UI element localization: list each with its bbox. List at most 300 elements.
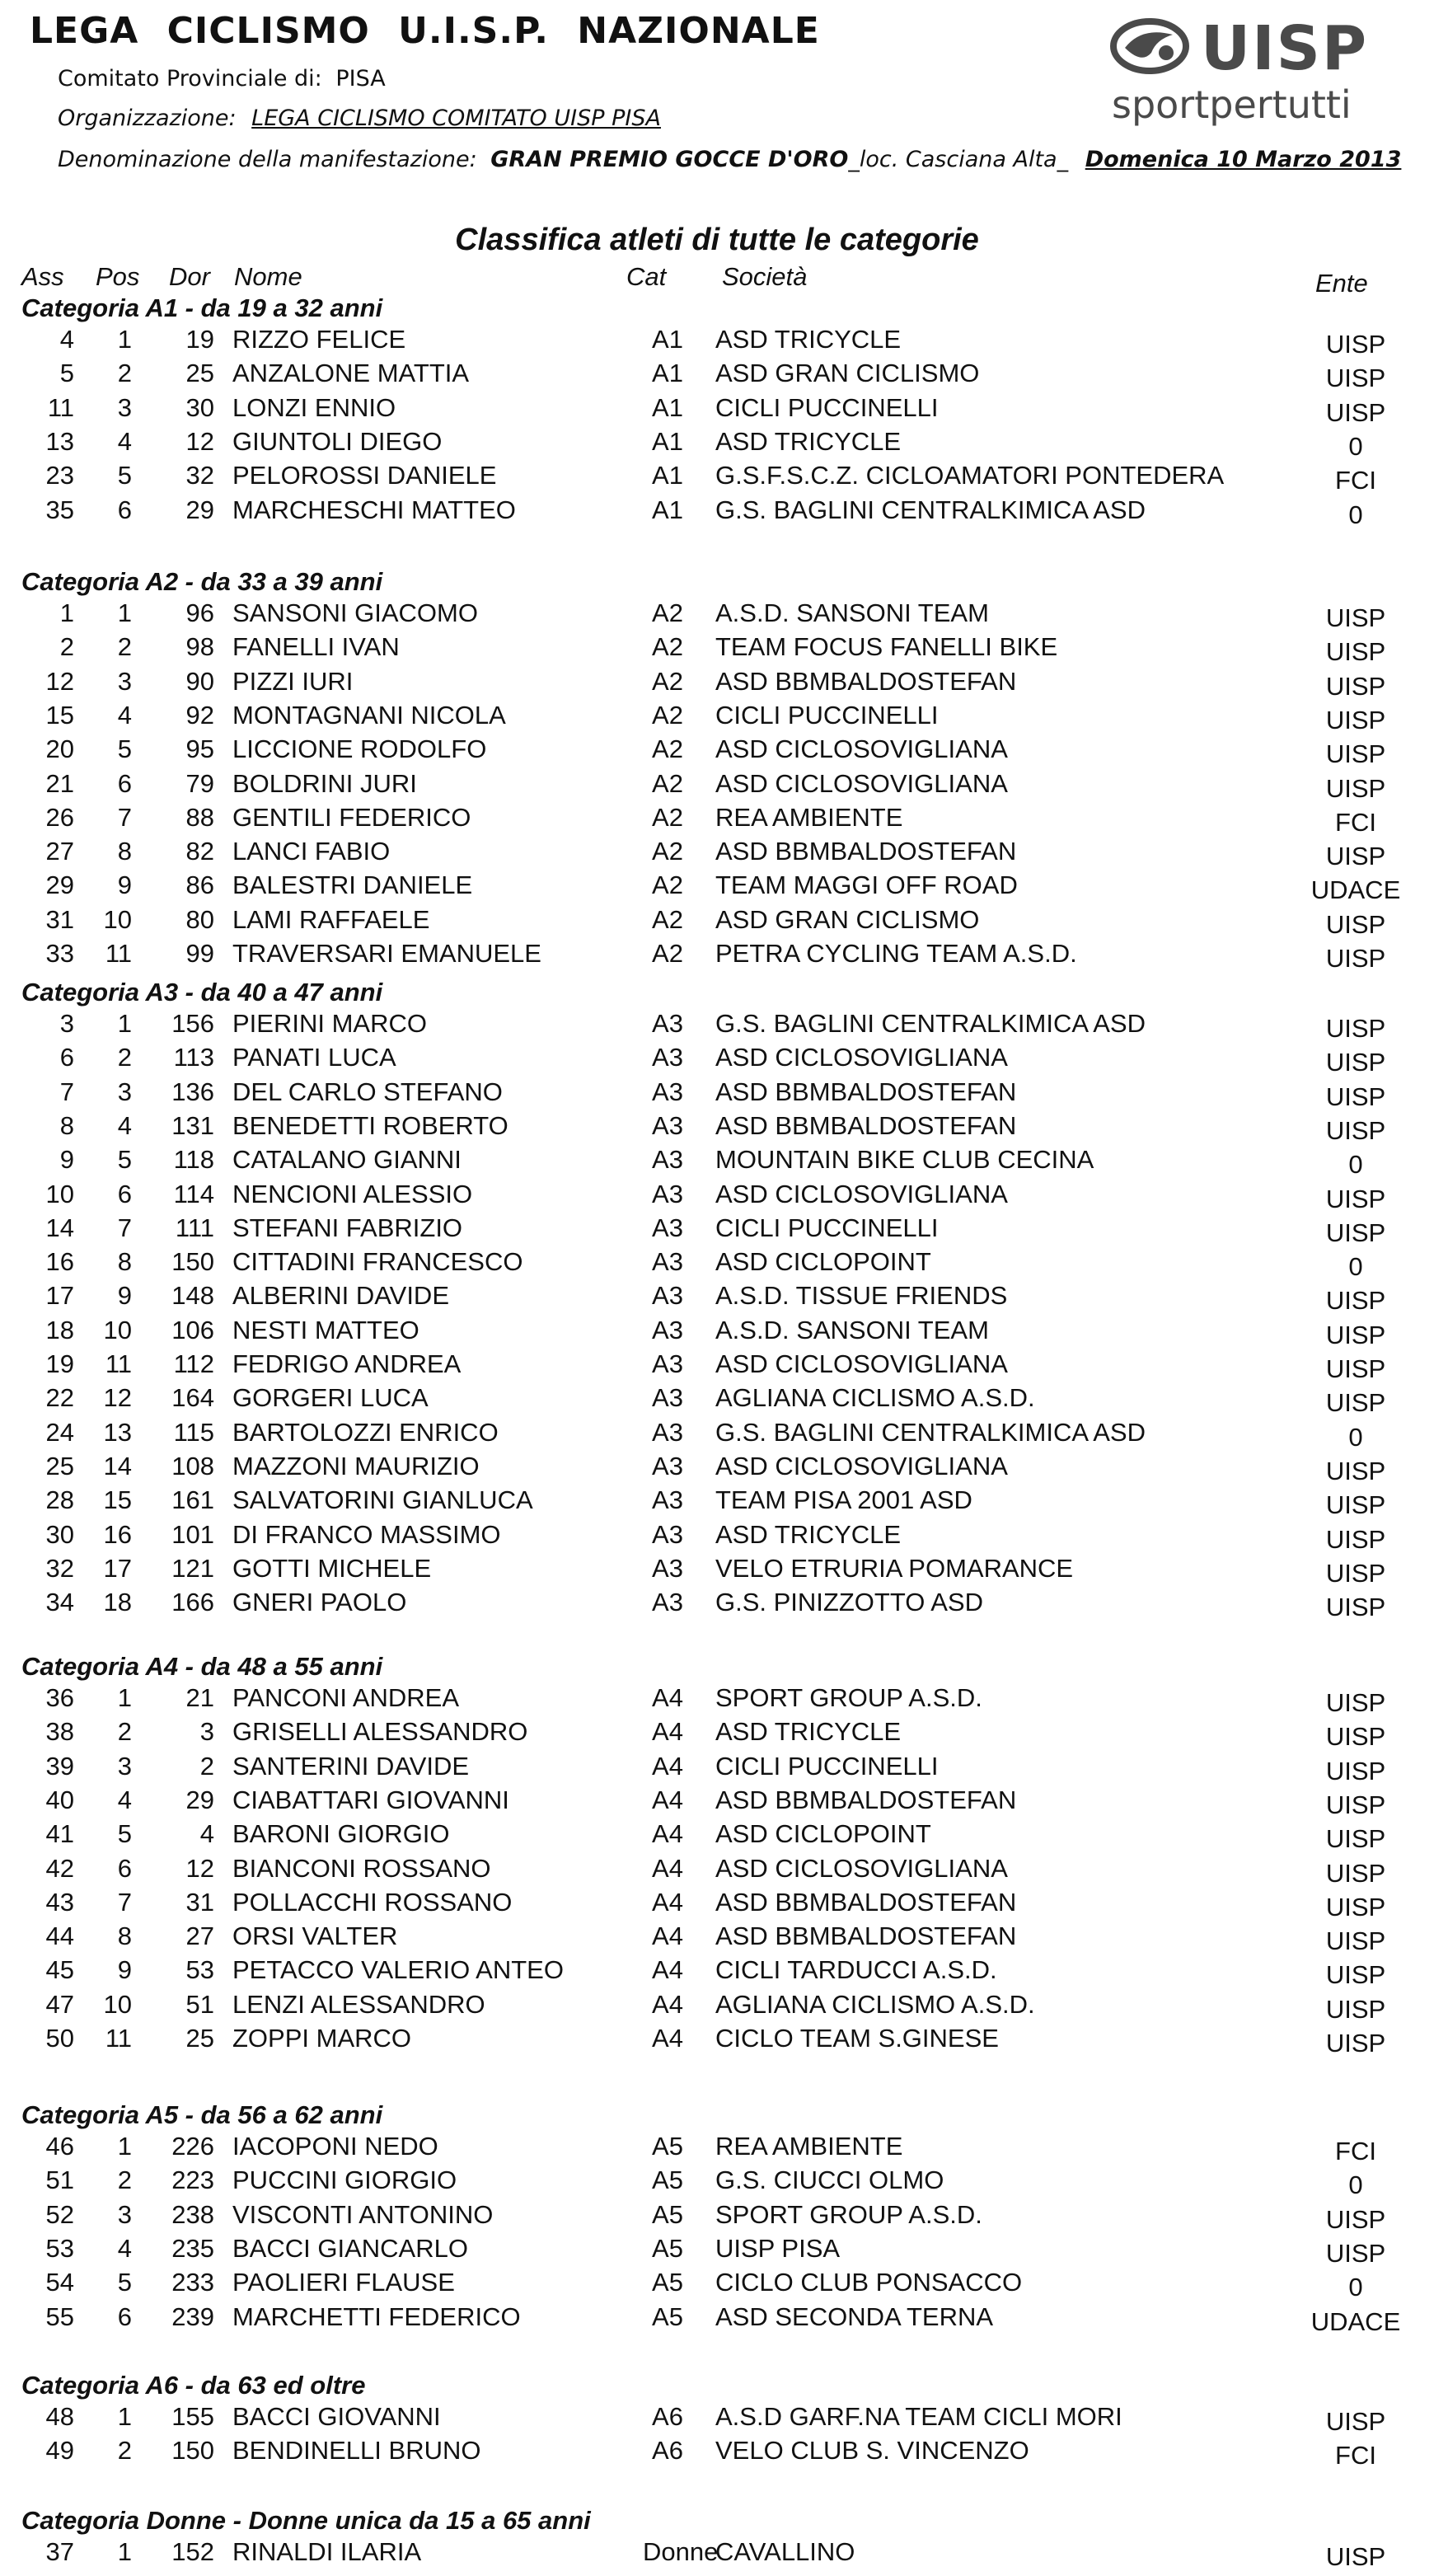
- table-row: [0, 1955, 1434, 1988]
- dor-cell: 92: [185, 700, 214, 730]
- table-row: [0, 1683, 1434, 1716]
- pos-cell: 14: [103, 1451, 132, 1480]
- col-cat: Cat: [626, 262, 667, 291]
- nome-cell: ALBERINI DAVIDE: [232, 1281, 450, 1311]
- ente-cell: UISP: [1325, 1456, 1386, 1485]
- ente-cell: UISP: [1325, 1320, 1386, 1349]
- dor-cell: 239: [171, 2302, 214, 2331]
- pos-cell: 3: [117, 666, 132, 696]
- pos-cell: 6: [117, 1853, 132, 1883]
- nome-cell: RINALDI ILARIA: [232, 2537, 422, 2566]
- ass-cell: 27: [45, 837, 74, 866]
- manifestazione-name: GRAN PREMIO GOCCE D'ORO: [490, 147, 849, 172]
- nome-cell: GORGERI LUCA: [232, 1383, 429, 1413]
- ente-cell: UISP: [1325, 1184, 1386, 1213]
- ass-cell: 13: [45, 426, 74, 456]
- pos-cell: 2: [117, 2165, 132, 2195]
- table-row: [0, 1888, 1434, 1921]
- ass-cell: 22: [45, 1383, 74, 1413]
- pos-cell: 5: [117, 461, 132, 490]
- pos-cell: 7: [117, 802, 132, 832]
- nome-cell: SANSONI GIACOMO: [232, 598, 478, 627]
- table-row: [0, 1281, 1434, 1314]
- table-row: [0, 1554, 1434, 1587]
- nome-cell: PIERINI MARCO: [232, 1009, 427, 1038]
- cat-cell: A3: [652, 1213, 683, 1242]
- nome-cell: PUCCINI GIORGIO: [232, 2165, 457, 2195]
- societa-cell: ASD BBMBALDOSTEFAN: [715, 837, 1017, 866]
- societa-cell: MOUNTAIN BIKE CLUB CECINA: [715, 1145, 1094, 1175]
- pos-cell: 12: [103, 1383, 132, 1413]
- nome-cell: MAZZONI MAURIZIO: [232, 1451, 480, 1480]
- ass-cell: 53: [45, 2233, 74, 2263]
- ente-cell: UISP: [1325, 1688, 1386, 1717]
- cat-cell: A3: [652, 1179, 683, 1208]
- dor-cell: 150: [171, 2436, 214, 2466]
- category-heading: Categoria A3 - da 40 a 47 anni: [21, 978, 383, 1006]
- cat-cell: A5: [652, 2132, 683, 2161]
- societa-cell: ASD GRAN CICLISMO: [715, 904, 980, 934]
- dor-cell: 99: [185, 939, 214, 968]
- dor-cell: 108: [171, 1451, 214, 1480]
- table-row: [0, 393, 1434, 426]
- cat-cell: A4: [652, 1751, 683, 1781]
- ente-cell: FCI: [1335, 807, 1376, 837]
- ass-cell: 44: [45, 1921, 74, 1951]
- dor-cell: 25: [185, 2024, 214, 2053]
- ass-cell: 49: [45, 2436, 74, 2466]
- dor-cell: 238: [171, 2199, 214, 2229]
- societa-cell: UISP PISA: [715, 2233, 841, 2263]
- cat-cell: A1: [652, 426, 683, 456]
- nome-cell: MARCHETTI FEDERICO: [232, 2302, 521, 2331]
- societa-cell: ASD BBMBALDOSTEFAN: [715, 1921, 1017, 1951]
- nome-cell: GENTILI FEDERICO: [232, 802, 471, 832]
- ente-cell: UISP: [1325, 1960, 1386, 1990]
- table-row: [0, 1785, 1434, 1818]
- cat-cell: A5: [652, 2165, 683, 2195]
- ass-cell: 21: [45, 768, 74, 798]
- nome-cell: MONTAGNANI NICOLA: [232, 700, 506, 730]
- ente-cell: UISP: [1325, 1756, 1386, 1785]
- ente-cell: UISP: [1325, 1115, 1386, 1145]
- pos-cell: 10: [103, 1989, 132, 2019]
- ente-cell: UDACE: [1310, 2306, 1401, 2336]
- ass-cell: 7: [59, 1077, 74, 1106]
- dor-cell: 90: [185, 666, 214, 696]
- pos-cell: 7: [117, 1887, 132, 1917]
- societa-cell: CICLO CLUB PONSACCO: [715, 2268, 1023, 2297]
- nome-cell: LANCI FABIO: [232, 837, 391, 866]
- nome-cell: BOLDRINI JURI: [232, 768, 417, 798]
- ass-cell: 17: [45, 1281, 74, 1311]
- table-row: [0, 2234, 1434, 2267]
- dor-cell: 29: [185, 1785, 214, 1814]
- nome-cell: BACCI GIOVANNI: [232, 2402, 441, 2431]
- nome-cell: GNERI PAOLO: [232, 1588, 407, 1617]
- societa-cell: VELO ETRURIA POMARANCE: [715, 1553, 1074, 1583]
- table-row: [0, 1921, 1434, 1954]
- table-row: [0, 495, 1434, 528]
- dor-cell: 88: [185, 802, 214, 832]
- table-row: [0, 1819, 1434, 1852]
- nome-cell: CIABATTARI GIOVANNI: [232, 1785, 509, 1814]
- ente-cell: UISP: [1325, 2204, 1386, 2234]
- societa-cell: ASD CICLOSOVIGLIANA: [715, 1451, 1008, 1480]
- ass-cell: 41: [45, 1819, 74, 1849]
- nome-cell: PELOROSSI DANIELE: [232, 461, 497, 490]
- cat-cell: A2: [652, 768, 683, 798]
- table-row: [0, 769, 1434, 802]
- societa-cell: A.S.D. TISSUE FRIENDS: [715, 1281, 1008, 1311]
- ente-cell: UISP: [1325, 739, 1386, 769]
- cat-cell: A3: [652, 1145, 683, 1175]
- nome-cell: TRAVERSARI EMANUELE: [232, 939, 541, 968]
- societa-cell: ASD CICLOSOVIGLIANA: [715, 734, 1008, 764]
- cat-cell: A4: [652, 1989, 683, 2019]
- cat-cell: A1: [652, 495, 683, 524]
- table-row: [0, 1043, 1434, 1076]
- cat-cell: A1: [652, 392, 683, 422]
- nome-cell: ORSI VALTER: [232, 1921, 398, 1951]
- cat-cell: A5: [652, 2268, 683, 2297]
- category-heading: Categoria A4 - da 48 a 55 anni: [21, 1652, 383, 1681]
- col-societa: Società: [722, 262, 808, 291]
- nome-cell: NESTI MATTEO: [232, 1315, 419, 1344]
- pos-cell: 5: [117, 2268, 132, 2297]
- cat-cell: A2: [652, 939, 683, 968]
- cat-cell: A2: [652, 837, 683, 866]
- ente-cell: UISP: [1325, 2407, 1386, 2436]
- ass-cell: 28: [45, 1485, 74, 1515]
- uisp-logo-icon: [1108, 15, 1196, 77]
- ente-cell: UISP: [1325, 364, 1386, 393]
- ass-cell: 32: [45, 1553, 74, 1583]
- nome-cell: LICCIONE RODOLFO: [232, 734, 487, 764]
- cat-cell: A4: [652, 1683, 683, 1712]
- table-row: [0, 734, 1434, 767]
- dor-cell: 2: [199, 1751, 214, 1781]
- cat-cell: A2: [652, 870, 683, 900]
- societa-cell: A.S.D GARF.NA TEAM CICLI MORI: [715, 2402, 1122, 2431]
- cat-cell: A2: [652, 700, 683, 730]
- nome-cell: GOTTI MICHELE: [232, 1553, 432, 1583]
- societa-cell: ASD GRAN CICLISMO: [715, 359, 980, 388]
- nome-cell: STEFANI FABRIZIO: [232, 1213, 463, 1242]
- nome-cell: PAOLIERI FLAUSE: [232, 2268, 455, 2297]
- nome-cell: ANZALONE MATTIA: [232, 359, 470, 388]
- pos-cell: 4: [117, 1110, 132, 1140]
- dor-cell: 226: [171, 2132, 214, 2161]
- ass-cell: 45: [45, 1955, 74, 1985]
- societa-cell: CICLO TEAM S.GINESE: [715, 2024, 999, 2053]
- ente-cell: UISP: [1325, 1994, 1386, 2024]
- societa-cell: ASD CICLOPOINT: [715, 1819, 931, 1849]
- pos-cell: 6: [117, 768, 132, 798]
- pos-cell: 3: [117, 1077, 132, 1106]
- nome-cell: CATALANO GIANNI: [232, 1145, 462, 1175]
- pos-cell: 8: [117, 1921, 132, 1951]
- ass-cell: 18: [45, 1315, 74, 1344]
- ente-cell: UISP: [1325, 1926, 1386, 1956]
- table-row: [0, 939, 1434, 972]
- dor-cell: 235: [171, 2233, 214, 2263]
- cat-cell: A1: [652, 461, 683, 490]
- cat-cell: A3: [652, 1588, 683, 1617]
- ass-cell: 11: [47, 392, 74, 422]
- ente-cell: UISP: [1325, 1558, 1386, 1588]
- table-row: [0, 1349, 1434, 1382]
- societa-cell: G.S. BAGLINI CENTRALKIMICA ASD: [715, 495, 1146, 524]
- societa-cell: TEAM MAGGI OFF ROAD: [715, 870, 1018, 900]
- cat-cell: A1: [652, 325, 683, 354]
- ass-cell: 39: [45, 1751, 74, 1781]
- pos-cell: 9: [117, 1955, 132, 1985]
- nome-cell: PIZZI IURI: [232, 666, 354, 696]
- ente-cell: UISP: [1325, 2238, 1386, 2268]
- table-row: [0, 905, 1434, 938]
- ente-cell: UISP: [1325, 705, 1386, 734]
- table-row: [0, 870, 1434, 903]
- dor-cell: 112: [173, 1349, 214, 1378]
- cat-cell: A5: [652, 2302, 683, 2331]
- col-nome: Nome: [234, 262, 302, 291]
- dor-cell: 118: [173, 1145, 214, 1175]
- societa-cell: ASD BBMBALDOSTEFAN: [715, 1887, 1017, 1917]
- ente-cell: 0: [1348, 1150, 1363, 1180]
- table-row: [0, 325, 1434, 358]
- nome-cell: NENCIONI ALESSIO: [232, 1179, 473, 1208]
- dor-cell: 29: [185, 495, 214, 524]
- nome-cell: DEL CARLO STEFANO: [232, 1077, 503, 1106]
- societa-cell: ASD BBMBALDOSTEFAN: [715, 1110, 1017, 1140]
- table-row: [0, 1316, 1434, 1349]
- cat-cell: A4: [652, 1717, 683, 1747]
- ass-cell: 14: [45, 1213, 74, 1242]
- cat-cell: A3: [652, 1485, 683, 1515]
- nome-cell: RIZZO FELICE: [232, 325, 406, 354]
- denominazione-line: Denominazione della manifestazione: GRAN PREMIO GOCCE D'ORO_loc. Casciana Alta_ Domenica 10 Marzo 2013: [58, 147, 1402, 172]
- table-row: [0, 2268, 1434, 2301]
- ass-cell: 42: [45, 1853, 74, 1883]
- cat-cell: A2: [652, 666, 683, 696]
- ass-cell: 50: [45, 2024, 74, 2053]
- ass-cell: 12: [45, 666, 74, 696]
- table-row: [0, 1180, 1434, 1213]
- pos-cell: 9: [117, 1281, 132, 1311]
- nome-cell: DI FRANCO MASSIMO: [232, 1519, 501, 1549]
- societa-cell: CAVALLINO: [715, 2537, 855, 2566]
- societa-cell: ASD TRICYCLE: [715, 1717, 902, 1747]
- ente-cell: UISP: [1325, 1014, 1386, 1043]
- uisp-logo: [1108, 13, 1397, 137]
- societa-cell: REA AMBIENTE: [715, 802, 903, 832]
- societa-cell: CICLI PUCCINELLI: [715, 700, 939, 730]
- pos-cell: 8: [117, 837, 132, 866]
- dor-cell: 79: [185, 768, 214, 798]
- table-row: [0, 803, 1434, 836]
- cat-cell: A3: [652, 1009, 683, 1038]
- dor-cell: 82: [185, 837, 214, 866]
- dor-cell: 114: [173, 1179, 214, 1208]
- location-label: loc. Casciana Alta: [859, 147, 1057, 172]
- societa-cell: VELO CLUB S. VINCENZO: [715, 2436, 1029, 2466]
- societa-cell: ASD CICLOPOINT: [715, 1247, 931, 1277]
- table-row: [0, 2132, 1434, 2165]
- dor-cell: 101: [171, 1519, 214, 1549]
- cat-cell: A3: [652, 1043, 683, 1072]
- ass-cell: 2: [59, 632, 74, 662]
- nome-cell: FANELLI IVAN: [232, 632, 400, 662]
- col-ente: Ente: [1315, 269, 1368, 298]
- ente-cell: UISP: [1325, 2029, 1386, 2058]
- ente-cell: UISP: [1325, 1048, 1386, 1077]
- pos-cell: 1: [117, 2537, 132, 2566]
- societa-cell: A.S.D. SANSONI TEAM: [715, 598, 989, 627]
- logo-brand: UISP: [1201, 13, 1369, 84]
- table-row: [0, 1854, 1434, 1887]
- dor-cell: 12: [185, 1853, 214, 1883]
- cat-cell: A2: [652, 904, 683, 934]
- ass-cell: 33: [45, 939, 74, 968]
- table-row: [0, 2436, 1434, 2469]
- pos-cell: 1: [117, 598, 132, 627]
- table-row: [0, 1009, 1434, 1042]
- category-heading: Categoria A6 - da 63 ed oltre: [21, 2371, 366, 2400]
- denominazione-label: Denominazione della manifestazione:: [58, 147, 477, 172]
- ass-cell: 6: [59, 1043, 74, 1072]
- societa-cell: ASD TRICYCLE: [715, 1519, 902, 1549]
- dor-cell: 51: [185, 1989, 214, 2019]
- organizzazione-label: Organizzazione:: [58, 106, 237, 131]
- cat-cell: A4: [652, 1955, 683, 1985]
- dor-cell: 27: [185, 1921, 214, 1951]
- nome-cell: GRISELLI ALESSANDRO: [232, 1717, 528, 1747]
- pos-cell: 15: [103, 1485, 132, 1515]
- ass-cell: 9: [59, 1145, 74, 1175]
- pos-cell: 6: [117, 495, 132, 524]
- nome-cell: IACOPONI NEDO: [232, 2132, 438, 2161]
- nome-cell: FEDRIGO ANDREA: [232, 1349, 462, 1378]
- ente-cell: FCI: [1335, 2137, 1376, 2165]
- cat-cell: A3: [652, 1383, 683, 1413]
- pos-cell: 3: [117, 1751, 132, 1781]
- category-heading: Categoria A2 - da 33 a 39 anni: [21, 567, 383, 596]
- table-row: [0, 2302, 1434, 2335]
- societa-cell: CICLI TARDUCCI A.S.D.: [715, 1955, 997, 1985]
- ass-cell: 19: [45, 1349, 74, 1378]
- dor-cell: 86: [185, 870, 214, 900]
- ente-cell: UISP: [1325, 1790, 1386, 1819]
- col-pos: Pos: [96, 262, 140, 291]
- nome-cell: BARTOLOZZI ENRICO: [232, 1417, 499, 1447]
- pos-cell: 5: [117, 1145, 132, 1175]
- ass-cell: 54: [45, 2268, 74, 2297]
- cat-cell: A2: [652, 734, 683, 764]
- ente-cell: UISP: [1325, 1354, 1386, 1383]
- dor-cell: 98: [185, 632, 214, 662]
- ente-cell: UISP: [1325, 1824, 1386, 1854]
- dor-cell: 111: [175, 1213, 214, 1242]
- ente-cell: FCI: [1335, 466, 1376, 495]
- dor-cell: 80: [185, 904, 214, 934]
- pos-cell: 16: [103, 1519, 132, 1549]
- cat-cell: A5: [652, 2233, 683, 2263]
- cat-cell: A3: [652, 1247, 683, 1277]
- dor-cell: 115: [173, 1417, 214, 1447]
- societa-cell: ASD CICLOSOVIGLIANA: [715, 1853, 1008, 1883]
- societa-cell: ASD CICLOSOVIGLIANA: [715, 768, 1008, 798]
- table-row: [0, 1752, 1434, 1785]
- table-row: [0, 1111, 1434, 1144]
- societa-cell: ASD CICLOSOVIGLIANA: [715, 1179, 1008, 1208]
- societa-cell: ASD SECONDA TERNA: [715, 2302, 994, 2331]
- ente-cell: 0: [1348, 431, 1363, 461]
- cat-cell: A2: [652, 598, 683, 627]
- ente-cell: FCI: [1335, 2441, 1376, 2470]
- nome-cell: ZOPPI MARCO: [232, 2024, 412, 2053]
- ente-cell: UISP: [1325, 671, 1386, 701]
- nome-cell: POLLACCHI ROSSANO: [232, 1887, 513, 1917]
- cat-cell: Donne: [643, 2537, 719, 2566]
- ass-cell: 15: [45, 700, 74, 730]
- societa-cell: CICLI PUCCINELLI: [715, 1751, 939, 1781]
- dor-cell: 113: [173, 1043, 214, 1072]
- dor-cell: 136: [171, 1077, 214, 1106]
- table-row: [0, 837, 1434, 870]
- pos-cell: 17: [103, 1553, 132, 1583]
- logo-tagline: sportpertutti: [1112, 82, 1352, 127]
- societa-cell: A.S.D. SANSONI TEAM: [715, 1315, 989, 1344]
- cat-cell: A3: [652, 1553, 683, 1583]
- cat-cell: A5: [652, 2199, 683, 2229]
- pos-cell: 4: [117, 1785, 132, 1814]
- dor-cell: 164: [171, 1383, 214, 1413]
- pos-cell: 10: [103, 1315, 132, 1344]
- ente-cell: UISP: [1325, 637, 1386, 667]
- societa-cell: TEAM FOCUS FANELLI BIKE: [715, 632, 1058, 662]
- table-row: [0, 461, 1434, 494]
- ass-cell: 36: [45, 1683, 74, 1712]
- ass-cell: 48: [45, 2402, 74, 2431]
- dor-cell: 3: [199, 1717, 214, 1747]
- dor-cell: 95: [185, 734, 214, 764]
- table-row: [0, 701, 1434, 734]
- nome-cell: SANTERINI DAVIDE: [232, 1751, 470, 1781]
- cat-cell: A3: [652, 1315, 683, 1344]
- table-row: [0, 1588, 1434, 1621]
- dor-cell: 12: [185, 426, 214, 456]
- dor-cell: 106: [171, 1315, 214, 1344]
- table-row: [0, 2200, 1434, 2233]
- nome-cell: BALESTRI DANIELE: [232, 870, 473, 900]
- ente-cell: UISP: [1325, 1593, 1386, 1622]
- ass-cell: 40: [45, 1785, 74, 1814]
- ass-cell: 10: [45, 1179, 74, 1208]
- societa-cell: ASD BBMBALDOSTEFAN: [715, 1077, 1017, 1106]
- table-row: [0, 1717, 1434, 1750]
- table-row: [0, 1418, 1434, 1451]
- pos-cell: 2: [117, 632, 132, 662]
- cat-cell: A3: [652, 1451, 683, 1480]
- dor-cell: 131: [171, 1110, 214, 1140]
- pos-cell: 3: [117, 392, 132, 422]
- cat-cell: A6: [652, 2436, 683, 2466]
- ente-cell: UISP: [1325, 773, 1386, 803]
- dor-cell: 150: [171, 1247, 214, 1277]
- dor-cell: 233: [171, 2268, 214, 2297]
- table-row: [0, 1990, 1434, 2023]
